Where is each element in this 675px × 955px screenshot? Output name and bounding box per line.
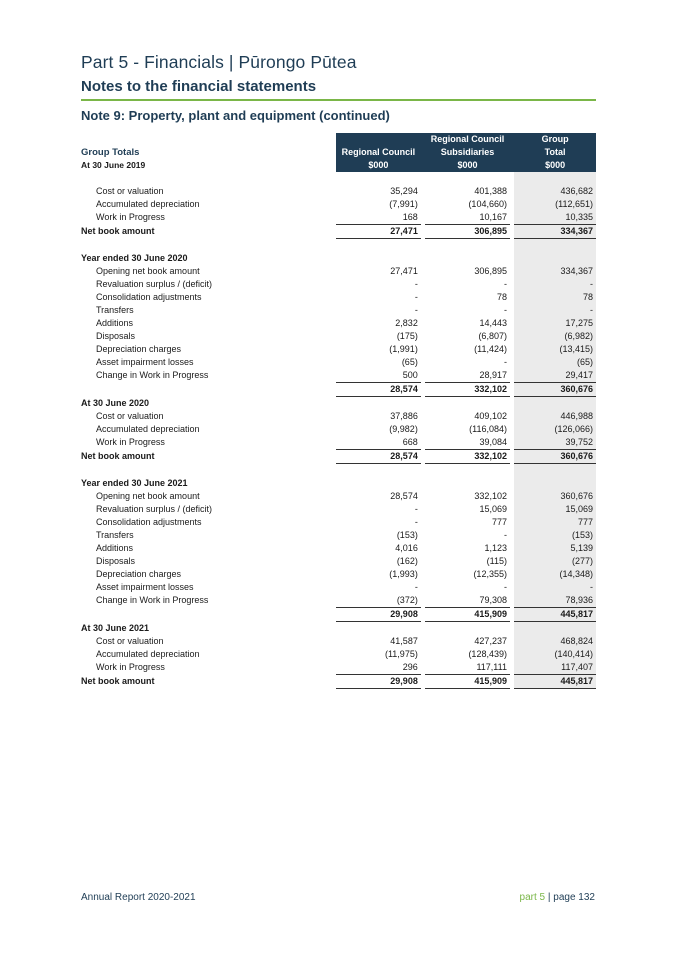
spacer-row [81, 464, 596, 478]
value-group-total: (6,982) [514, 330, 596, 343]
value-regional-council: 29,908 [336, 608, 421, 622]
value-subsidiaries: 409,102 [474, 411, 507, 421]
value-group-total: 445,817 [514, 675, 596, 689]
value-regional-council: 296 [402, 662, 418, 672]
value-group-total: 29,417 [514, 369, 596, 383]
row-label: Consolidation adjustments [96, 517, 202, 527]
value-group-total: (277) [514, 555, 596, 568]
value-regional-council: (1,993) [389, 569, 418, 579]
section-row [81, 252, 596, 265]
value-group-total: - [514, 581, 596, 594]
value-subsidiaries: 415,909 [425, 675, 510, 689]
table-row [81, 450, 596, 464]
row-label: Net book amount [81, 226, 155, 236]
value-regional-council: - [414, 517, 418, 527]
value-regional-council: (65) [401, 357, 418, 367]
value-regional-council: 28,574 [336, 450, 421, 464]
row-label: Disposals [96, 331, 136, 341]
table-row [81, 529, 596, 542]
unit-rc: $000 [336, 159, 421, 172]
table-row [81, 330, 596, 343]
footer-separator: | [547, 892, 551, 903]
footer-part: part 5 [519, 892, 546, 903]
value-regional-council: (1,991) [389, 344, 418, 354]
row-label: Additions [96, 543, 134, 553]
value-group-total: - [514, 278, 596, 291]
row-label: Net book amount [81, 676, 155, 686]
row-label: Asset impairment losses [96, 582, 194, 592]
row-label: Revaluation surplus / (deficit) [96, 504, 213, 514]
value-group-total: 334,367 [514, 265, 596, 278]
value-subsidiaries: 332,102 [425, 383, 510, 397]
value-group-total: 334,367 [514, 225, 596, 239]
section-row [81, 397, 596, 411]
col-rc: Regional Council [336, 146, 421, 159]
value-subsidiaries: - [503, 582, 507, 592]
value-group-total: (65) [514, 356, 596, 369]
header-row [81, 159, 596, 172]
value-group-total: (153) [514, 529, 596, 542]
table-row [81, 410, 596, 423]
table-row [81, 225, 596, 239]
value-subsidiaries: 10,167 [479, 212, 507, 222]
row-label: Cost or valuation [96, 636, 164, 646]
unit-grp: $000 [514, 159, 596, 172]
value-group-total: (13,415) [514, 343, 596, 356]
value-subsidiaries: 777 [491, 517, 507, 527]
value-regional-council: - [414, 279, 418, 289]
value-subsidiaries: 306,895 [425, 225, 510, 239]
value-group-total: 468,824 [514, 635, 596, 648]
value-group-total: 445,817 [514, 608, 596, 622]
row-label: Work in Progress [96, 662, 165, 673]
value-regional-council: 27,471 [390, 266, 418, 276]
row-label: Accumulated depreciation [96, 649, 200, 659]
row-label: Opening net book amount [96, 266, 200, 276]
table-row [81, 581, 596, 594]
value-regional-council: 29,908 [336, 675, 421, 689]
value-regional-council: (372) [336, 594, 421, 608]
row-label: Cost or valuation [96, 411, 164, 421]
table-row [81, 516, 596, 529]
value-subsidiaries: 14,443 [479, 318, 507, 328]
value-subsidiaries: (115) [486, 556, 507, 566]
value-group-total: 360,676 [514, 383, 596, 397]
row-label: Net book amount [81, 451, 155, 461]
value-group-total: 777 [514, 516, 596, 529]
row-label: Accumulated depreciation [96, 424, 200, 434]
value-subsidiaries: (6,807) [478, 331, 507, 341]
value-regional-council: (11,975) [384, 649, 418, 659]
value-regional-council: - [414, 504, 418, 514]
row-label: Transfers [96, 305, 134, 315]
value-subsidiaries: (104,660) [468, 199, 507, 209]
table-row [81, 436, 596, 450]
row-label: Change in Work in Progress [96, 595, 209, 606]
value-subsidiaries: 117,111 [476, 662, 507, 672]
col-sub-line2: Subsidiaries [425, 146, 510, 159]
value-regional-council: (7,991) [389, 199, 418, 209]
value-subsidiaries: 332,102 [474, 491, 507, 501]
value-group-total: (112,651) [514, 198, 596, 211]
value-group-total: 10,335 [514, 211, 596, 225]
ppe-table [81, 133, 596, 689]
table-row [81, 278, 596, 291]
row-label [81, 383, 336, 397]
header-row [81, 133, 596, 146]
value-regional-council: - [414, 582, 418, 592]
note-heading: Note 9: Property, plant and equipment (continued) [81, 108, 390, 123]
value-subsidiaries: - [503, 305, 507, 315]
value-subsidiaries: 427,237 [474, 636, 507, 646]
table-row [81, 555, 596, 568]
table-row [81, 185, 596, 198]
row-label: Work in Progress [96, 437, 165, 448]
table-row [81, 542, 596, 555]
row-label [81, 608, 336, 622]
table-row [81, 648, 596, 661]
value-group-total: 78,936 [514, 594, 596, 608]
value-regional-council: 28,574 [390, 491, 418, 501]
table-row [81, 356, 596, 369]
value-regional-council: 41,587 [390, 636, 418, 646]
table-row [81, 661, 596, 675]
section-row [81, 622, 596, 636]
table-row [81, 383, 596, 397]
table-row [81, 343, 596, 356]
col-sub-line1: Regional Council [425, 133, 510, 146]
table-row [81, 635, 596, 648]
value-regional-council: 2,832 [395, 318, 418, 328]
value-group-total: 39,752 [514, 436, 596, 450]
value-group-total: (126,066) [514, 423, 596, 436]
value-group-total: (14,348) [514, 568, 596, 581]
spacer-row [81, 172, 596, 185]
value-group-total: (140,414) [514, 648, 596, 661]
footer-report-title: Annual Report 2020-2021 [81, 892, 196, 903]
table-row [81, 317, 596, 330]
value-group-total: 5,139 [514, 542, 596, 555]
value-regional-council: 28,574 [336, 383, 421, 397]
table-row [81, 291, 596, 304]
section-row [81, 477, 596, 490]
row-label: Depreciation charges [96, 569, 182, 579]
value-subsidiaries: (128,439) [468, 649, 507, 659]
year-ended-2020: Year ended 30 June 2020 [81, 253, 188, 263]
value-subsidiaries: 306,895 [474, 266, 507, 276]
value-subsidiaries: - [503, 530, 507, 540]
value-regional-council: - [414, 292, 418, 302]
value-subsidiaries: 1,123 [484, 543, 507, 553]
table-row [81, 490, 596, 503]
value-subsidiaries: 415,909 [425, 608, 510, 622]
value-group-total: 17,275 [514, 317, 596, 330]
row-label: Disposals [96, 556, 136, 566]
value-subsidiaries: 78 [496, 292, 507, 302]
table-row [81, 608, 596, 622]
value-group-total: 78 [514, 291, 596, 304]
value-regional-council: 35,294 [390, 186, 418, 196]
table-row [81, 503, 596, 516]
row-label: Transfers [96, 530, 134, 540]
value-group-total: 15,069 [514, 503, 596, 516]
value-subsidiaries: 79,308 [425, 594, 510, 608]
value-regional-council: 500 [336, 369, 421, 383]
value-subsidiaries: 332,102 [425, 450, 510, 464]
header-row [81, 146, 596, 159]
value-subsidiaries: (11,424) [474, 344, 507, 354]
table-row [81, 675, 596, 689]
value-subsidiaries: 401,388 [474, 186, 507, 196]
table-row [81, 211, 596, 225]
row-label: Additions [96, 318, 134, 328]
value-subsidiaries: 15,069 [479, 504, 507, 514]
title-divider [81, 99, 596, 101]
row-label: Revaluation surplus / (deficit) [96, 279, 213, 289]
value-regional-council: (175) [396, 331, 418, 341]
value-subsidiaries: 28,917 [425, 369, 510, 383]
at-2021: At 30 June 2021 [81, 622, 150, 633]
value-regional-council: (153) [396, 530, 418, 540]
at-2020: At 30 June 2020 [81, 397, 150, 408]
value-group-total: 360,676 [514, 490, 596, 503]
value-regional-council: (9,982) [389, 424, 418, 434]
table-row [81, 568, 596, 581]
value-group-total: 446,988 [514, 410, 596, 423]
year-ended-2021: Year ended 30 June 2021 [81, 478, 188, 488]
value-regional-council: 668 [402, 437, 418, 447]
value-subsidiaries: (12,355) [473, 569, 507, 579]
row-label: Opening net book amount [96, 491, 200, 501]
row-label: Work in Progress [96, 212, 165, 223]
col-grp-line2: Total [514, 146, 596, 159]
value-subsidiaries: - [503, 357, 507, 367]
row-label: Cost or valuation [96, 186, 164, 196]
part-title: Part 5 - Financials | Pūrongo Pūtea [81, 52, 357, 72]
col-grp-line1: Group [514, 133, 596, 146]
value-regional-council: 168 [402, 212, 418, 222]
table-row [81, 423, 596, 436]
table-row [81, 594, 596, 608]
row-label: Depreciation charges [96, 344, 182, 354]
value-regional-council: (162) [396, 556, 418, 566]
value-subsidiaries: - [503, 279, 507, 289]
group-totals-label: Group Totals [81, 147, 140, 158]
value-group-total: 360,676 [514, 450, 596, 464]
table-row [81, 304, 596, 317]
footer-page [520, 892, 595, 903]
row-label: Consolidation adjustments [96, 292, 202, 302]
at-2019-label: At 30 June 2019 [81, 160, 146, 170]
value-regional-council: - [414, 305, 418, 315]
table-row [81, 369, 596, 383]
table-row [81, 198, 596, 211]
value-regional-council: 27,471 [336, 225, 421, 239]
value-regional-council: 4,016 [395, 543, 418, 553]
row-label: Asset impairment losses [96, 357, 194, 367]
value-regional-council: 37,886 [390, 411, 418, 421]
value-subsidiaries: (116,084) [469, 424, 507, 434]
row-label: Change in Work in Progress [96, 370, 209, 381]
value-group-total: - [514, 304, 596, 317]
footer-page-number: page 132 [553, 892, 595, 903]
section-title: Notes to the financial statements [81, 78, 317, 95]
unit-sub: $000 [425, 159, 510, 172]
table-row [81, 265, 596, 278]
spacer-row [81, 239, 596, 253]
value-group-total: 436,682 [514, 185, 596, 198]
value-group-total: 117,407 [514, 661, 596, 675]
row-label: Accumulated depreciation [96, 199, 200, 209]
value-subsidiaries: 39,084 [479, 437, 507, 447]
